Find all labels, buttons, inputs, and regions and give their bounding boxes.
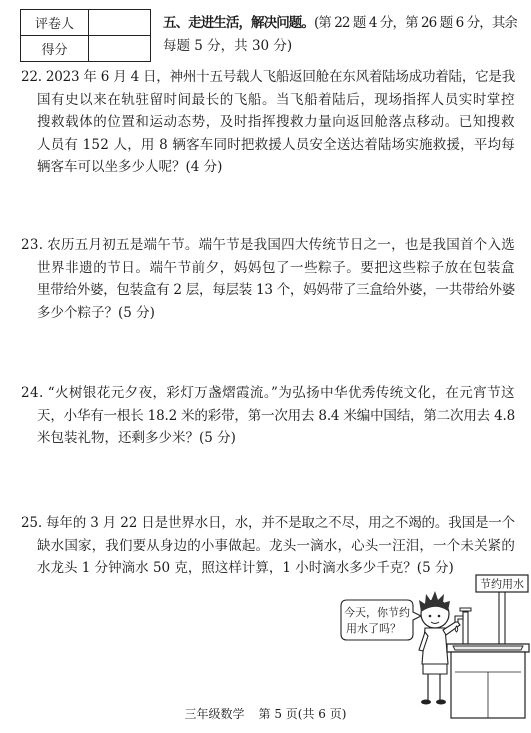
water-saving-illustration	[335, 572, 531, 722]
question-line	[37, 405, 515, 428]
question-text: “火树银花元夕夜，彩灯万盏熠霞流。”为弘扬中华优秀传统文化，在元宵节这	[47, 385, 515, 401]
question-line	[21, 234, 515, 257]
score-table	[20, 9, 151, 62]
question-text: 农历五月初五是端午节。端午节是我国四大传统节日之一，也是我国首个入选	[47, 237, 515, 253]
question-text: 米包装礼物，还剩多少米？(5 分)	[37, 430, 236, 446]
question-line	[37, 156, 515, 179]
question-line	[21, 512, 515, 535]
water-saving-sign	[476, 575, 528, 644]
question-line	[21, 66, 515, 89]
question-text: 水龙头 1 分钟滴水 50 克，照这样计算，1 小时滴水多少千克？(5 分)	[37, 560, 454, 576]
speech-bubble-line: 今天，你节约	[344, 606, 410, 619]
faucet-handle	[460, 608, 471, 611]
question-text: 缺水国家，我们要从身边的小事做起。龙头一滴水，心头一汪泪，一个未关紧的	[37, 537, 515, 554]
question-line	[37, 279, 515, 302]
boy-eye	[429, 615, 432, 618]
question-text: 2023 年 6 月 4 日，神州十五号载人飞船返回舱在东风着陆场成功着陆，它是我	[45, 69, 515, 85]
score-table-row	[21, 36, 151, 62]
score-cell	[89, 36, 151, 62]
footer-subject: 三年级数学	[184, 707, 245, 721]
sign-post	[499, 592, 505, 644]
question-text: 国有史以来在轨驻留时间最长的飞船。当飞船着陆后，现场指挥人员实时掌控	[37, 91, 515, 108]
sink-basin	[453, 646, 523, 650]
question-text: 每年的 3 月 22 日是世界水日，水，并不是取之不尽，用之不竭的。我国是一个	[46, 515, 515, 531]
question-22	[21, 66, 515, 179]
question-line	[37, 111, 515, 134]
grader-label: 评卷人	[21, 10, 89, 36]
question-number: 24.	[21, 385, 44, 401]
faucet-spout	[455, 616, 463, 622]
question-24	[21, 382, 515, 450]
question-number: 22.	[21, 69, 42, 85]
question-text: 人员有 152 人，用 8 辆客车同时把救援人员安全送达着陆场实施救援，平均每	[37, 136, 515, 153]
section-heading-line	[163, 35, 517, 58]
question-text: 世界非遗的节日。端午节前夕，妈妈包了一些粽子。要把这些粽子放在包装盒	[37, 259, 515, 276]
question-number: 25.	[21, 515, 43, 531]
section-note: 每题 5 分，共 30 分)	[163, 37, 293, 54]
section-heading-line	[163, 12, 517, 35]
question-line	[37, 134, 515, 157]
question-23	[21, 234, 515, 324]
faucet-pipe	[463, 612, 468, 644]
question-line	[37, 535, 515, 558]
section-title: 五、走进生活，解决问题。	[163, 15, 314, 31]
speech-bubble	[341, 600, 421, 640]
section-heading	[163, 12, 517, 57]
section-note: (第 22 题 4 分，第 26 题 6 分，其余	[313, 15, 517, 31]
score-table-row	[21, 10, 151, 36]
boy-shorts	[423, 664, 447, 674]
water-drop-icon	[455, 626, 458, 632]
question-text: 多少个粽子？(5 分)	[37, 304, 155, 321]
question-25	[21, 512, 515, 580]
question-text: 天，小华有一根长 18.2 米的彩带，第一次用去 8.4 米编中国结，第二次用去 4.8	[37, 407, 515, 424]
question-text: 搜救载体的位置和运动态势，及时指挥搜救力量向返回舱落点移动。已知搜救	[37, 114, 515, 130]
boy-shoe	[421, 700, 431, 705]
footer-page-number: 第 5 页(共 6 页)	[258, 707, 347, 721]
question-number: 23.	[21, 237, 44, 253]
page-footer	[0, 705, 531, 723]
question-line	[21, 382, 515, 405]
question-text: 里带给外婆，包装盒有 2 层，每层装 13 个，妈妈带了三盒给外婆，一共带给外婆	[37, 282, 515, 298]
sign-text: 节约用水	[480, 577, 524, 591]
question-line	[37, 427, 515, 450]
score-label: 得分	[21, 36, 89, 62]
boy-eye	[438, 615, 441, 618]
boy-shoe	[436, 700, 446, 705]
question-line	[37, 257, 515, 280]
speech-bubble-line: 用水了吗？	[346, 622, 401, 635]
question-line	[37, 302, 515, 325]
question-text: 辆客车可以坐多少人呢？(4 分)	[37, 159, 223, 175]
grader-cell	[89, 10, 151, 36]
question-line	[37, 89, 515, 112]
